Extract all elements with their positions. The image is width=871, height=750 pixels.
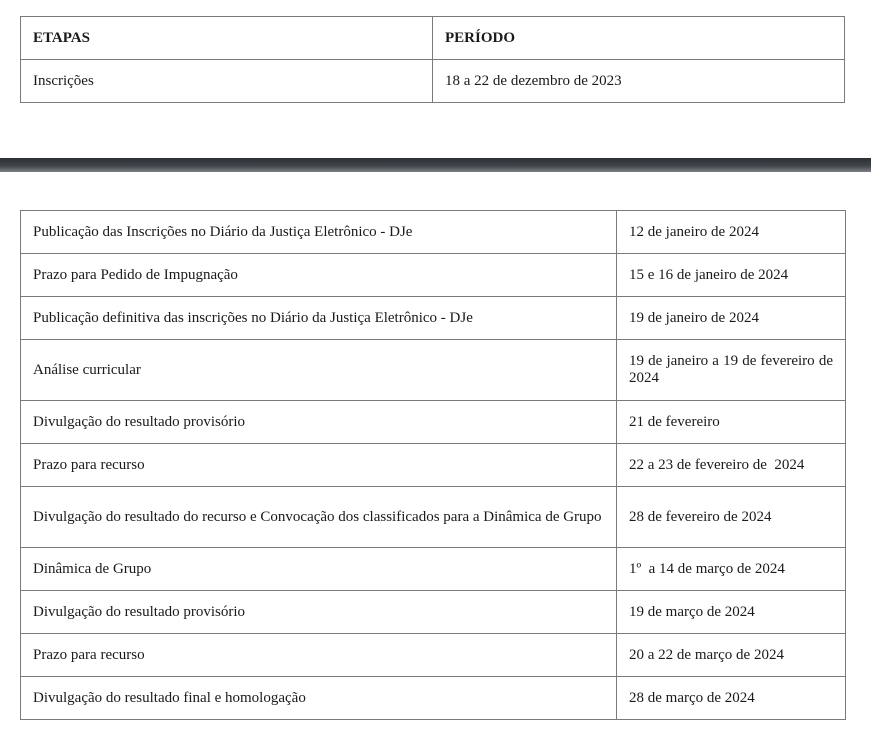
table-row: [21, 297, 846, 340]
periodo-cell: 15 e 16 de janeiro de 2024: [617, 254, 846, 297]
periodo-cell: 28 de março de 2024: [617, 677, 846, 720]
etapa-cell: Divulgação do resultado provisório: [21, 401, 617, 444]
periodo-cell: 20 a 22 de março de 2024: [617, 634, 846, 677]
etapa-cell: Prazo para recurso: [21, 634, 617, 677]
periodo-cell: 18 a 22 de dezembro de 2023: [433, 60, 845, 103]
etapa-cell: Dinâmica de Grupo: [21, 548, 617, 591]
etapa-cell: Divulgação do resultado final e homologação: [21, 677, 617, 720]
table-row: [21, 401, 846, 444]
periodo-cell: 19 de março de 2024: [617, 591, 846, 634]
header-periodo: PERÍODO: [433, 17, 845, 60]
table-header-row: [21, 17, 845, 60]
table-row: [21, 591, 846, 634]
table-row: [21, 340, 846, 401]
periodo-cell: 12 de janeiro de 2024: [617, 211, 846, 254]
schedule-table: [20, 210, 846, 720]
etapa-cell: Divulgação do resultado do recurso e Convocação dos classificados para a Dinâmica de Grupo: [21, 487, 617, 548]
periodo-cell: 28 de fevereiro de 2024: [617, 487, 846, 548]
table-row: [21, 211, 846, 254]
periodo-cell: 19 de janeiro a 19 de fevereiro de 2024: [617, 340, 846, 401]
etapa-cell: Publicação definitiva das inscrições no Diário da Justiça Eletrônico - DJe: [21, 297, 617, 340]
header-etapas: ETAPAS: [21, 17, 433, 60]
periodo-cell: 21 de fevereiro: [617, 401, 846, 444]
periodo-cell: 1º a 14 de março de 2024: [617, 548, 846, 591]
table-row: [21, 677, 846, 720]
etapa-cell: Divulgação do resultado provisório: [21, 591, 617, 634]
table-row: [21, 60, 845, 103]
etapa-cell: Prazo para recurso: [21, 444, 617, 487]
schedule-table-header: [20, 16, 845, 103]
etapa-cell: Inscrições: [21, 60, 433, 103]
etapa-cell: Prazo para Pedido de Impugnação: [21, 254, 617, 297]
page-break-divider: [0, 158, 871, 172]
table-row: [21, 487, 846, 548]
table-row: [21, 254, 846, 297]
etapa-cell: Publicação das Inscrições no Diário da Justiça Eletrônico - DJe: [21, 211, 617, 254]
periodo-cell: 19 de janeiro de 2024: [617, 297, 846, 340]
table-row: [21, 444, 846, 487]
table-row: [21, 548, 846, 591]
periodo-cell: 22 a 23 de fevereiro de 2024: [617, 444, 846, 487]
table-row: [21, 634, 846, 677]
etapa-cell: Análise curricular: [21, 340, 617, 401]
